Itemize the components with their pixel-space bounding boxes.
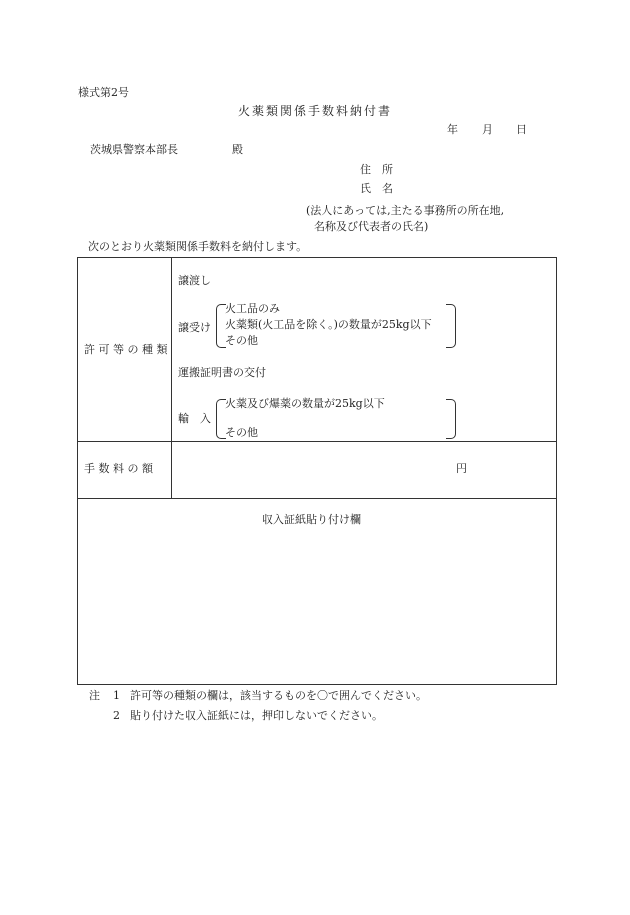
- corp-note-line2: 名称及び代表者の氏名): [314, 220, 429, 233]
- date-day: 日: [516, 123, 527, 136]
- name-label: 氏 名: [360, 182, 393, 195]
- yuzuriuke-option-2: 火薬類(火工品を除く。)の数量が25kg以下: [225, 318, 432, 331]
- yuzuriuke-brace-right: [446, 304, 456, 348]
- yunyu-brace-right: [446, 399, 456, 439]
- yunyu-option-2: その他: [225, 426, 258, 439]
- fee-label: 手 数 料 の 額: [84, 462, 153, 475]
- permit-type-label: 許 可 等 の 種 類: [84, 343, 168, 356]
- date-month: 月: [482, 123, 493, 136]
- yuzuriuke-option-1: 火工品のみ: [225, 302, 280, 315]
- joto-label: 譲渡し: [178, 274, 211, 287]
- corp-note-line1: (法人にあっては,主たる事務所の所在地,: [306, 204, 505, 217]
- table-column-divider: [171, 258, 172, 498]
- note-1-number: 1: [113, 689, 120, 702]
- notes-prefix: 注: [89, 689, 100, 702]
- yuzuriuke-label: 譲受け: [178, 321, 211, 334]
- address-label: 住 所: [360, 163, 393, 176]
- fee-unit: 円: [456, 462, 467, 475]
- yunyu-option-1: 火薬及び爆薬の数量が25kg以下: [225, 397, 385, 410]
- addressee-name: 茨城県警察本部長: [90, 143, 178, 156]
- addressee-honorific: 殿: [232, 143, 243, 156]
- unpan-label: 運搬証明書の交付: [178, 366, 266, 379]
- table-row-divider-2: [78, 498, 556, 499]
- form-number: 様式第2号: [78, 86, 129, 99]
- page-title: 火薬類関係手数料納付書: [238, 104, 393, 118]
- note-2-number: 2: [113, 709, 120, 722]
- intro-text: 次のとおり火薬類関係手数料を納付します。: [88, 240, 308, 253]
- table-row-divider-1: [78, 441, 556, 442]
- note-2-text: 貼り付けた収入証紙には，押印しないでください。: [130, 709, 383, 722]
- note-1-text: 許可等の種類の欄は，該当するものを〇で囲んでください。: [130, 689, 427, 702]
- stamp-area-label: 収入証紙貼り付け欄: [262, 513, 361, 526]
- fee-table: [77, 257, 557, 685]
- yunyu-label: 輸 入: [178, 412, 211, 425]
- date-year: 年: [447, 123, 458, 136]
- yuzuriuke-option-3: その他: [225, 334, 258, 347]
